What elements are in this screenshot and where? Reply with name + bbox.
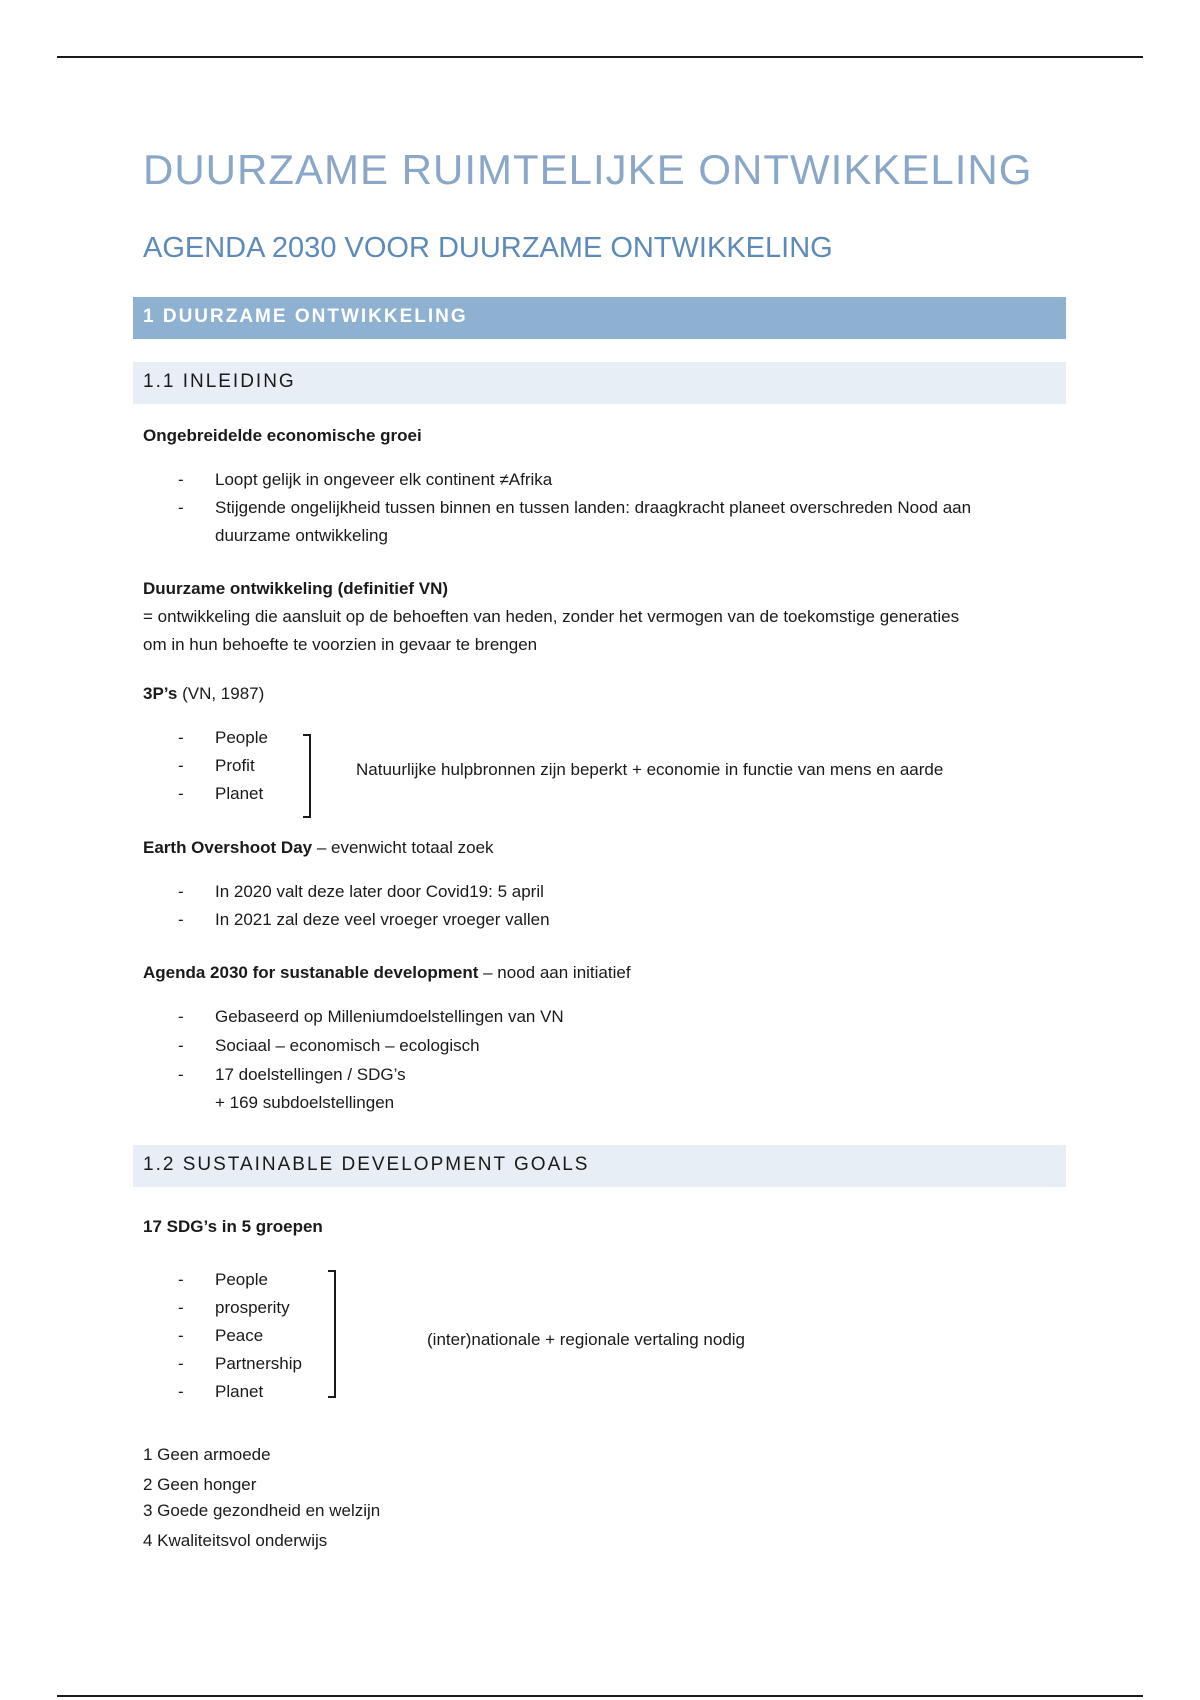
eod-title: Earth Overshoot Day (143, 838, 313, 857)
right-bracket (303, 734, 311, 818)
bullet-dash: - (178, 1326, 184, 1345)
agenda-suffix: – nood aan initiatief (478, 963, 631, 982)
goal-item: 1 Geen armoede (143, 1445, 271, 1464)
top-rule (57, 56, 1143, 58)
bullet-dash: - (178, 1382, 184, 1401)
list-item: Loopt gelijk in ongeveer elk continent ≠Afrika (215, 470, 553, 489)
bullet-dash: - (178, 1270, 184, 1289)
list-item: Peace (215, 1326, 264, 1345)
groups-title: 17 SDG’s in 5 groepen (143, 1217, 323, 1236)
agenda-title: Agenda 2030 for sustanable development (143, 963, 479, 982)
list-item: People (215, 1270, 268, 1289)
bullet-dash: - (178, 1036, 184, 1055)
agenda-heading (143, 959, 631, 987)
list-item: 17 doelstellingen / SDG’s (215, 1065, 406, 1084)
right-bracket (328, 1270, 336, 1398)
list-item: In 2020 valt deze later door Covid19: 5 april (215, 882, 544, 901)
definition-line: = ontwikkeling die aansluit op de behoeften van heden, zonder het vermogen van de toekomstige generaties (143, 607, 960, 626)
section-heading-1-2: 1.2 SUSTAINABLE DEVELOPMENT GOALS (133, 1145, 1066, 1187)
bullet-dash: - (178, 910, 184, 929)
bullet-dash: - (178, 1065, 184, 1084)
list-item: Sociaal – economisch – ecologisch (215, 1036, 480, 1055)
goal-item: 3 Goede gezondheid en welzijn (143, 1501, 381, 1520)
list-item: Planet (215, 784, 264, 803)
groups-note: (inter)nationale + regionale vertaling nodig (427, 1330, 746, 1349)
list-item: prosperity (215, 1298, 290, 1317)
bullet-dash: - (178, 498, 184, 517)
groei-title: Ongebreidelde economische groei (143, 426, 422, 445)
list-item: Stijgende ongelijkheid tussen binnen en tussen landen: draagkracht planeet overschreden Nood aan (215, 498, 972, 517)
goal-item: 4 Kwaliteitsvol onderwijs (143, 1531, 328, 1550)
list-item: Profit (215, 756, 255, 775)
p3-note: Natuurlijke hulpbronnen zijn beperkt + economie in functie van mens en aarde (356, 760, 944, 779)
list-item: Planet (215, 1382, 264, 1401)
eod-suffix: – evenwicht totaal zoek (312, 838, 494, 857)
bullet-dash: - (178, 470, 184, 489)
list-item: duurzame ontwikkeling (215, 526, 388, 545)
definition-title: Duurzame ontwikkeling (definitief VN) (143, 579, 449, 598)
list-item: Partnership (215, 1354, 302, 1373)
section-heading-1-1: 1.1 INLEIDING (133, 362, 1066, 404)
list-item: Gebaseerd op Milleniumdoelstellingen van VN (215, 1007, 564, 1026)
goal-item: 2 Geen honger (143, 1475, 257, 1494)
p3-heading (143, 680, 264, 708)
bullet-dash: - (178, 784, 184, 803)
definition-line: om in hun behoefte te voorzien in gevaar te brengen (143, 635, 538, 654)
p3-title: 3P’s (143, 684, 178, 703)
bullet-dash: - (178, 756, 184, 775)
bullet-dash: - (178, 1354, 184, 1373)
document-title: DUURZAME RUIMTELIJKE ONTWIKKELING (143, 146, 1033, 193)
bullet-dash: - (178, 1298, 184, 1317)
p3-suffix: (VN, 1987) (177, 684, 265, 703)
document-subtitle: AGENDA 2030 VOOR DUURZAME ONTWIKKELING (143, 232, 833, 264)
bullet-dash: - (178, 1007, 184, 1026)
bullet-dash: - (178, 882, 184, 901)
list-item: + 169 subdoelstellingen (215, 1093, 395, 1112)
bullet-dash: - (178, 728, 184, 747)
section-heading-1: 1 DUURZAME ONTWIKKELING (133, 297, 1066, 339)
list-item: People (215, 728, 268, 747)
list-item: In 2021 zal deze veel vroeger vroeger vallen (215, 910, 550, 929)
bottom-rule (57, 1695, 1143, 1697)
eod-heading (143, 834, 494, 862)
